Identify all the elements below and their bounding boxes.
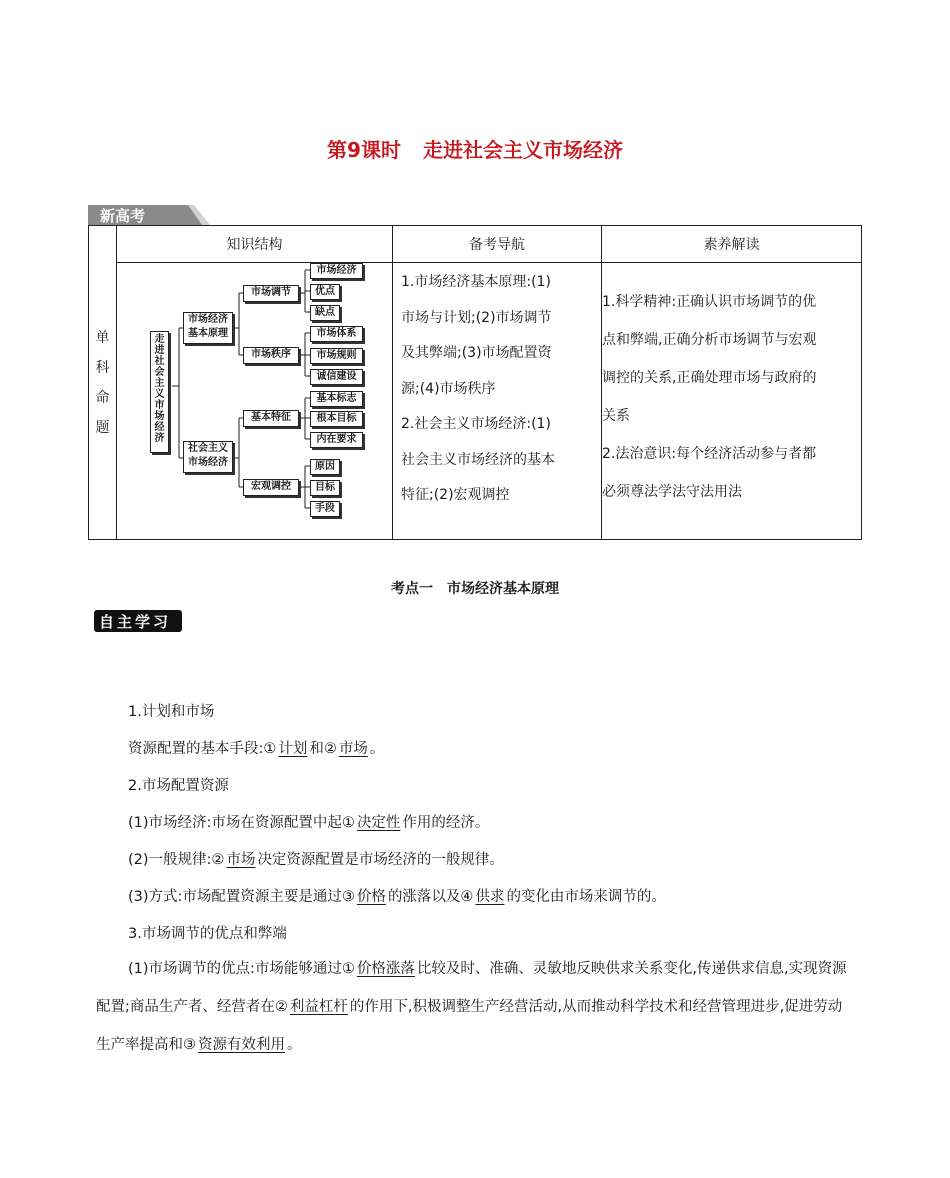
diagram-root: 走进社会主义市场经济 — [150, 331, 169, 453]
diagram-node-order: 市场秩序 — [243, 347, 299, 364]
answer-9: 资源有效利用 — [198, 1037, 285, 1053]
diagram-leaf: 手段 — [310, 501, 340, 517]
page-title — [0, 134, 950, 163]
lesson-number: 第9课时 — [327, 138, 401, 162]
heading-3: 3.市场调节的优点和弊端 — [128, 926, 287, 942]
diagram-leaf: 市场规则 — [310, 348, 363, 364]
knowledge-diagram-cell — [117, 263, 393, 540]
study-badge — [93, 608, 185, 634]
answer-5: 价格 — [356, 889, 386, 905]
para-2: (1)市场经济:市场在资源配置中起① 决定性 作用的经济。 — [128, 815, 490, 831]
banner-new-gaokao — [88, 201, 218, 227]
diagram-node-features: 基本特征 — [243, 410, 299, 427]
para-1: 资源配置的基本手段:① 计划 和② 市场 。 — [128, 741, 385, 757]
diagram-leaf: 基本标志 — [310, 391, 363, 407]
side-label: 单 科 命 题 — [89, 226, 117, 540]
header-literacy: 素养解读 — [602, 226, 862, 263]
para-4: (3)方式:市场配置资源主要是通过③ 价格 的涨落以及④ 供求 的变化由市场来调节的。 — [128, 889, 666, 905]
diagram-branch-socialist: 社会主义市场经济 — [183, 441, 233, 473]
answer-4: 市场 — [226, 852, 256, 868]
banner-text: 新高考 — [100, 207, 146, 225]
heading-2: 2.市场配置资源 — [128, 778, 229, 794]
diagram-leaf: 内在要求 — [310, 432, 363, 448]
diagram-node-macro: 宏观调控 — [243, 479, 299, 496]
diagram-leaf: 市场经济 — [310, 263, 363, 279]
diagram-leaf: 原因 — [310, 459, 340, 475]
diagram-leaf: 缺点 — [310, 305, 340, 321]
para-3: (2)一般规律:② 市场 决定资源配置是市场经济的一般规律。 — [128, 852, 504, 868]
answer-7: 价格涨落 — [356, 961, 415, 977]
diagram-leaf: 优点 — [310, 284, 340, 300]
diagram-node-regulation: 市场调节 — [243, 285, 299, 302]
overview-table — [88, 225, 862, 540]
para-5: (1)市场调节的优点:市场能够通过① 价格涨落 比较及时、准确、灵敏地反映供求关系变化,传递供求信息,实现资源配置;商品生产者、经营者在② 利益杠杆 的作用下,积极调整生产经营活动,从而推动科学技术和经营管理进步,促进劳动生产率提高和③ 资源有效利用 。 — [96, 961, 847, 1053]
header-knowledge: 知识结构 — [117, 226, 393, 263]
section-heading: 考点一 市场经济基本原理 — [391, 581, 559, 597]
diagram-leaf: 目标 — [310, 480, 340, 496]
diagram-leaf: 诚信建设 — [310, 369, 363, 385]
knowledge-diagram — [117, 263, 392, 539]
guide-cell: 1.市场经济基本原理:(1) 市场与计划;(2)市场调节 及其弊端;(3)市场配置资 源;(4)市场秩序 2.社会主义市场经济:(1) 社会主义市场经济的基本 特征;(2)宏观调控 — [393, 263, 602, 540]
answer-3: 决定性 — [356, 815, 401, 831]
header-guide: 备考导航 — [393, 226, 602, 263]
diagram-branch-principles: 市场经济基本原理 — [183, 312, 233, 344]
diagram-leaf: 根本目标 — [310, 411, 363, 427]
answer-8: 利益杠杆 — [289, 999, 348, 1015]
answer-6: 供求 — [475, 889, 505, 905]
answer-1: 计划 — [278, 741, 308, 757]
lesson-topic: 走进社会主义市场经济 — [422, 138, 623, 162]
heading-1: 1.计划和市场 — [128, 704, 215, 720]
answer-2: 市场 — [338, 741, 368, 757]
study-badge-text: 自主学习 — [99, 613, 172, 631]
diagram-leaf: 市场体系 — [310, 326, 363, 342]
literacy-cell: 1.科学精神:正确认识市场调节的优 点和弊端,正确分析市场调节与宏观 调控的关系,正确处理市场与政府的 关系 2.法治意识:每个经济活动参与者都 必须尊法学法守法用法 — [602, 263, 862, 540]
